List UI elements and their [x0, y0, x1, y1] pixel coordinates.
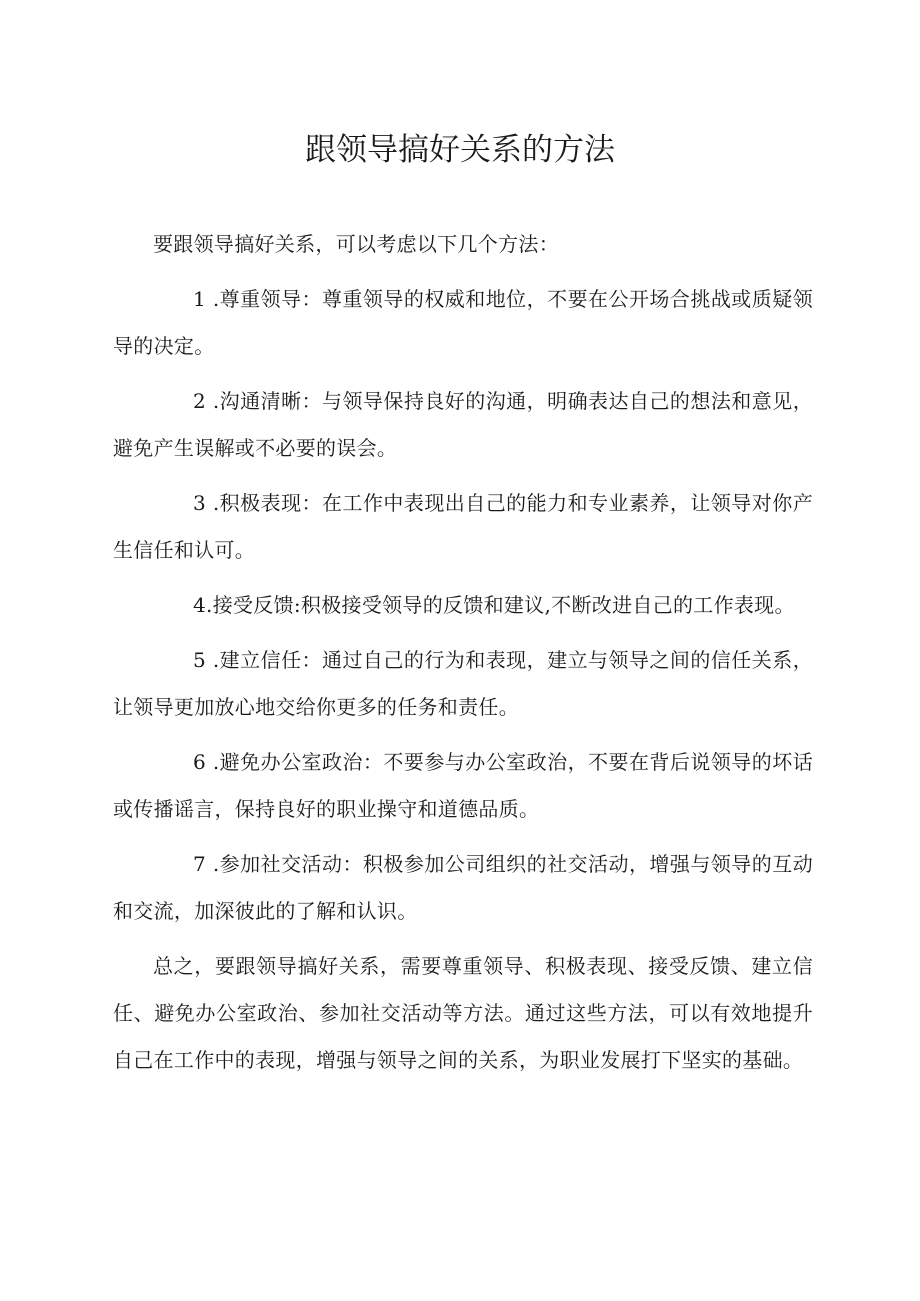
- item-text: .避免办公室政治：不要参与办公室政治，不要在背后说领导的坏话或传播谣言，保持良好的职业操守和道德品质。: [113, 750, 813, 821]
- intro-paragraph: 要跟领导搞好关系，可以考虑以下几个方法：: [153, 232, 559, 256]
- item-text: .参加社交活动：积极参加公司组织的社交活动，增强与领导的互动和交流，加深彼此的了解和认识。: [113, 852, 813, 923]
- list-item: [113, 637, 813, 731]
- document-body: [113, 221, 813, 1092]
- list-item: [113, 276, 813, 370]
- conclusion-paragraph: 总之，要跟领导搞好关系，需要尊重领导、积极表现、接受反馈、建立信任、避免办公室政治、参加社交活动等方法。通过这些方法，可以有效地提升自己在工作中的表现，增强与领导之间的关系，为职业发展打下坚实的基础。: [113, 954, 813, 1072]
- item-number: 6: [193, 750, 207, 774]
- item-text: .尊重领导：尊重领导的权威和地位，不要在公开场合挑战或质疑领导的决定。: [113, 287, 813, 358]
- item-number: 7: [193, 852, 207, 876]
- list-item: [113, 378, 813, 472]
- item-text: .沟通清晰：与领导保持良好的沟通，明确表达自己的想法和意见，避免产生误解或不必要的误会。: [113, 389, 813, 460]
- item-text: .接受反馈:积极接受领导的反馈和建议,不断改进自己的工作表现。: [206, 593, 795, 617]
- item-text: .积极表现：在工作中表现出自己的能力和专业素养，让领导对你产生信任和认可。: [113, 491, 813, 562]
- item-number: 2: [193, 389, 207, 413]
- document-title: 跟领导搞好关系的方法: [305, 132, 615, 168]
- list-item: [113, 480, 813, 574]
- item-number: 5: [193, 648, 207, 672]
- list-item: [113, 739, 813, 833]
- item-text: .建立信任：通过自己的行为和表现，建立与领导之间的信任关系，让领导更加放心地交给你更多的任务和责任。: [113, 648, 813, 719]
- item-number: 4: [193, 593, 207, 617]
- item-number: 1: [193, 287, 207, 311]
- item-number: 3: [193, 491, 207, 515]
- list-item: [113, 582, 813, 629]
- list-item: [113, 841, 813, 935]
